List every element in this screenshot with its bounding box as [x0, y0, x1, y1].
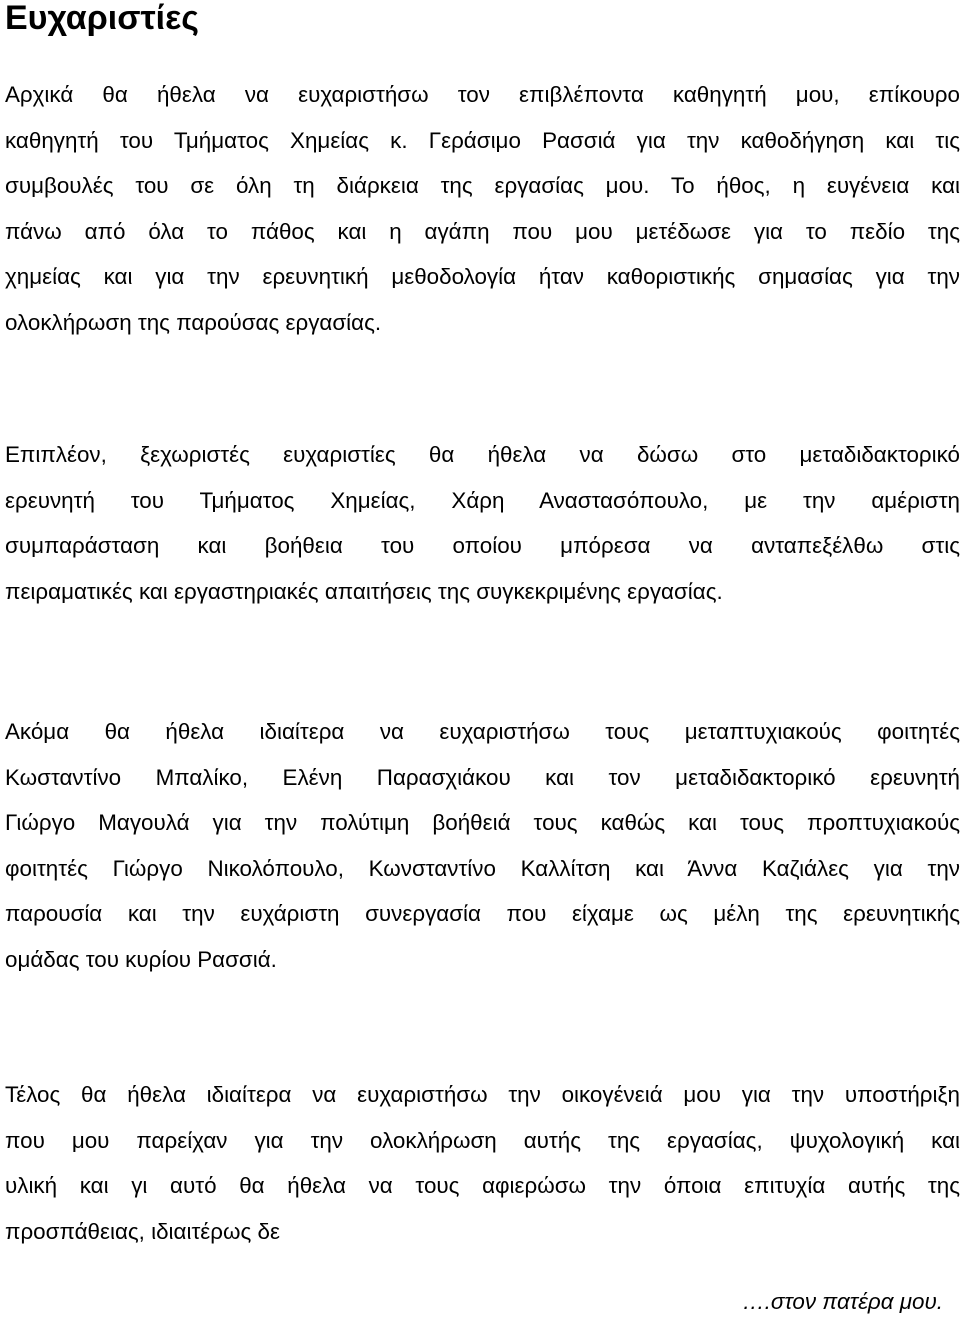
paragraph-line: συμβουλές του σε όλη τη διάρκεια της εργασίας μου. Το ήθος, η ευγένεια και — [5, 173, 960, 198]
paragraph-line: Κωσταντίνο Μπαλίκο, Ελένη Παρασχιάκου και τον μεταδιδακτορικό ερευνητή — [5, 764, 960, 790]
paragraph-line: Γιώργο Μαγουλά για την πολύτιμη βοήθειά τους καθώς και τους προπτυχιακούς — [5, 810, 960, 835]
paragraph-4 — [5, 1072, 960, 1254]
paragraph-line: συμπαράσταση και βοήθεια του οποίου μπόρεσα να ανταπεξέλθω στις — [5, 533, 960, 558]
paragraph-1 — [5, 72, 960, 345]
paragraph-line: προσπάθειας, ιδιαιτέρως δε — [5, 1218, 280, 1244]
paragraph-line: που μου παρείχαν για την ολοκλήρωση αυτής της εργασίας, ψυχολογική και — [5, 1127, 960, 1153]
paragraph-line: Αρχικά θα ήθελα να ευχαριστήσω τον επιβλέποντα καθηγητή μου, επίκουρο — [5, 82, 960, 107]
paragraph-line: καθηγητή του Τμήματος Χημείας κ. Γεράσιμο Ρασσιά για την καθοδήγηση και τις — [5, 127, 960, 153]
paragraph-line: Τέλος θα ήθελα ιδιαίτερα να ευχαριστήσω την οικογένειά μου για την υποστήριξη — [5, 1082, 960, 1107]
paragraph-line: παρουσία και την ευχάριστη συνεργασία που είχαμε ως μέλη της ερευνητικής — [5, 901, 960, 926]
paragraph-3 — [5, 709, 960, 982]
paragraph-line: φοιτητές Γιώργο Νικολόπουλο, Κωνσταντίνο Καλλίτση και Άννα Καζιάλες για την — [5, 855, 960, 881]
paragraph-line: ερευνητή του Τμήματος Χημείας, Χάρη Αναστασόπουλο, με την αμέριστη — [5, 487, 960, 513]
paragraph-line: Ακόμα θα ήθελα ιδιαίτερα να ευχαριστήσω τους μεταπτυχιακούς φοιτητές — [5, 719, 960, 744]
paragraph-line: χημείας και για την ερευνητική μεθοδολογία ήταν καθοριστικής σημασίας για την — [5, 264, 960, 289]
paragraph-line: υλική και γι αυτό θα ήθελα να τους αφιερώσω την όποια επιτυχία αυτής της — [5, 1173, 960, 1198]
page-title: Ευχαριστίες — [5, 0, 199, 37]
paragraph-line: Επιπλέον, ξεχωριστές ευχαριστίες θα ήθελα να δώσω στο μεταδιδακτορικό — [5, 442, 960, 467]
paragraph-line: ολοκλήρωση της παρούσας εργασίας. — [5, 309, 382, 335]
paragraph-line: πειραματικές και εργαστηριακές απαιτήσεις της συγκεκριμένης εργασίας. — [5, 578, 723, 604]
paragraph-2 — [5, 432, 960, 614]
paragraph-line: πάνω από όλα το πάθος και η αγάπη που μου μετέδωσε για το πεδίο της — [5, 218, 960, 244]
closing-dedication: ….στον πατέρα μου. — [742, 1289, 943, 1314]
paragraph-line: ομάδας του κυρίου Ρασσιά. — [5, 946, 277, 972]
